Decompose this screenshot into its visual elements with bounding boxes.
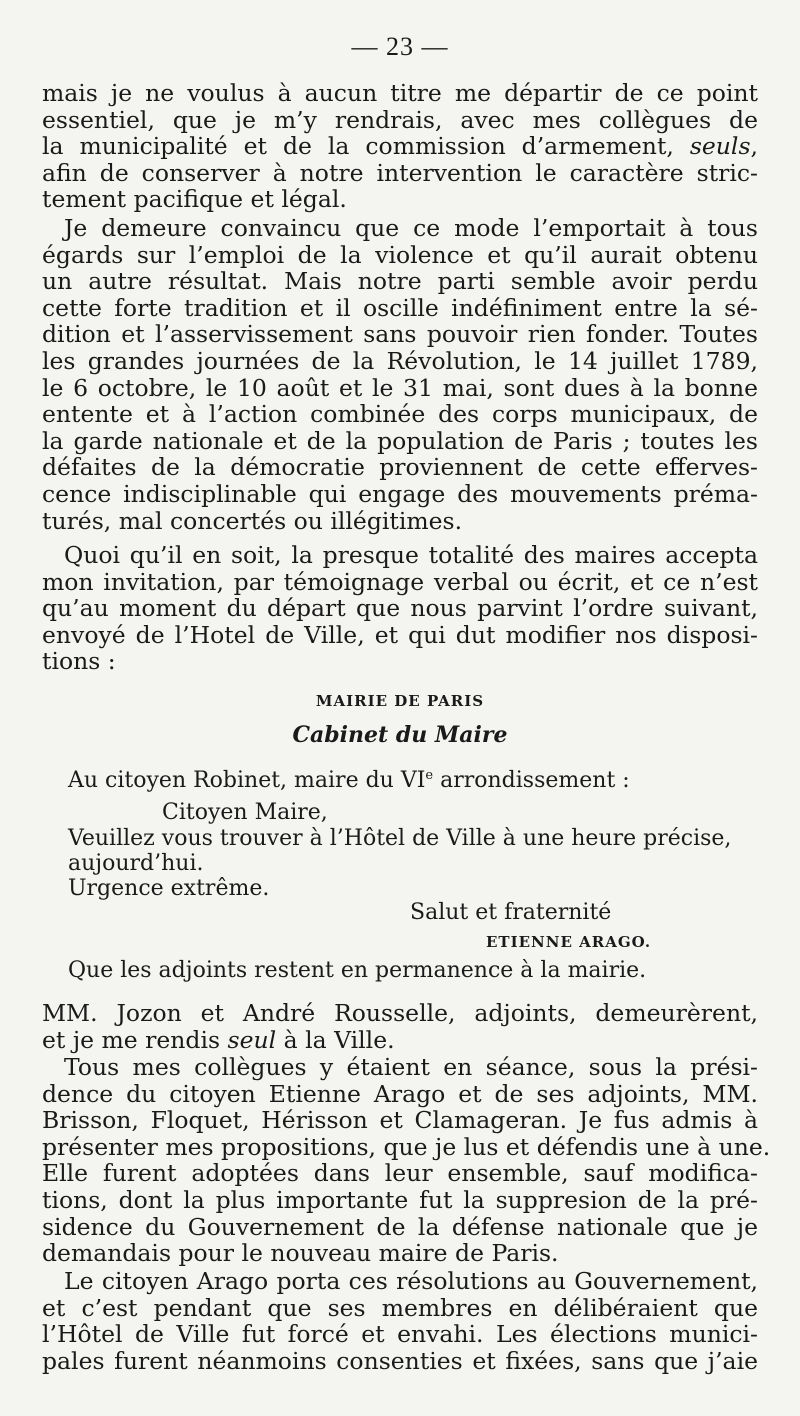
text-line: la garde nationale et de la population de Paris ; toutes les bbox=[42, 426, 758, 455]
text-line: Brisson, Floquet, Hérisson et Clamageran. Je fus admis à bbox=[42, 1106, 758, 1135]
letter-subheader: Cabinet du Maire bbox=[292, 722, 508, 748]
text-line: Je demeure convaincu que ce mode l’emportait à tous bbox=[64, 214, 758, 242]
text-line: envoyé de l’Hotel de Ville, et qui dut modifier nos disposi- bbox=[42, 620, 758, 649]
text-line: cette forte tradition et il oscille indéfiniment entre la sé- bbox=[42, 293, 758, 322]
letter-header: MAIRIE DE PARIS bbox=[315, 692, 485, 710]
text-line: qu’au moment du départ que nous parvint l’ordre suivant, bbox=[42, 594, 758, 623]
text-line: pales furent néanmoins consenties et fixées, sans que j’aie bbox=[42, 1346, 758, 1375]
text-line: dence du citoyen Etienne Arago et de ses adjoints, MM. bbox=[42, 1079, 758, 1108]
text-line-with-italic: et je me rendis seul à la Ville. bbox=[42, 1025, 395, 1054]
text-line: essentiel, que je m’y rendrais, avec mes collègues de bbox=[42, 105, 758, 134]
letter-body-line: aujourd’hui. bbox=[68, 851, 204, 876]
text-line: tions : bbox=[42, 647, 116, 676]
text-line: Elle furent adoptées dans leur ensemble, sauf modifica- bbox=[42, 1159, 758, 1188]
text-line: l’Hôtel de Ville fut forcé et envahi. Les élections munici- bbox=[42, 1320, 758, 1349]
text-line: mais je ne voulus à aucun titre me départir de ce point bbox=[42, 79, 758, 107]
text-line: afin de conserver à notre intervention le caractère stric- bbox=[42, 158, 758, 187]
text-line: égards sur l’emploi de la violence et qu’il aurait obtenu bbox=[42, 240, 758, 269]
text-line: défaites de la démocratie proviennent de cette efferves- bbox=[42, 453, 758, 482]
text-line: et c’est pendant que ses membres en délibéraient que bbox=[42, 1293, 758, 1322]
text-line: Le citoyen Arago porta ces résolutions au Gouvernement, bbox=[64, 1267, 758, 1295]
text-line: dition et l’asservissement sans pouvoir rien fonder. Toutes bbox=[42, 320, 758, 349]
text-line: tement pacifique et légal. bbox=[42, 185, 347, 214]
text-line: MM. Jozon et André Rousselle, adjoints, demeurèrent, bbox=[42, 999, 758, 1027]
letter-addressee: Au citoyen Robinet, maire du VIe arrondissement : bbox=[68, 768, 630, 793]
letter-signature: ETIENNE ARAGO. bbox=[486, 933, 652, 951]
text-line: Tous mes collègues y étaient en séance, sous la prési- bbox=[64, 1053, 758, 1081]
paragraph-3 bbox=[42, 542, 758, 675]
text-line: un autre résultat. Mais notre parti semble avoir perdu bbox=[42, 267, 758, 296]
letter-postscript: Que les adjoints restent en permanence à la mairie. bbox=[68, 958, 647, 983]
text-line: entente et à l’action combinée des corps municipaux, de bbox=[42, 400, 758, 429]
letter-closing: Salut et fraternité bbox=[410, 900, 612, 925]
paragraph-4 bbox=[42, 1000, 758, 1053]
letter-body-line: Veuillez vous trouver à l’Hôtel de Ville à une heure précise, bbox=[68, 826, 732, 851]
paragraph-2 bbox=[42, 215, 758, 534]
paragraph-1 bbox=[42, 80, 758, 213]
paragraph-5 bbox=[42, 1053, 771, 1268]
text-line: demandais pour le nouveau maire de Paris. bbox=[42, 1239, 559, 1268]
paragraph-6 bbox=[42, 1268, 758, 1374]
page-number: — 23 — bbox=[351, 32, 449, 61]
text-line: sidence du Gouvernement de la défense nationale que je bbox=[42, 1212, 758, 1241]
text-line: cence indisciplinable qui engage des mouvements préma- bbox=[42, 479, 758, 508]
letter-salutation: Citoyen Maire, bbox=[162, 800, 328, 825]
text-line: Quoi qu’il en soit, la presque totalité des maires accepta bbox=[64, 541, 758, 569]
text-line-with-italic: la municipalité et de la commission d’armement, seuls, bbox=[42, 132, 758, 161]
text-line: les grandes journées de la Révolution, le 14 juillet 1789, bbox=[42, 346, 758, 375]
letter-body-line: Urgence extrême. bbox=[68, 876, 270, 901]
text-line: présenter mes propositions, que je lus et défendis une à une. bbox=[42, 1132, 771, 1161]
text-line: le 6 octobre, le 10 août et le 31 mai, sont dues à la bonne bbox=[42, 373, 758, 402]
text-line: turés, mal concertés ou illégitimes. bbox=[42, 506, 463, 535]
text-line: tions, dont la plus importante fut la suppresion de la pré- bbox=[42, 1185, 758, 1214]
text-line: mon invitation, par témoignage verbal ou écrit, et ce n’est bbox=[42, 567, 758, 596]
